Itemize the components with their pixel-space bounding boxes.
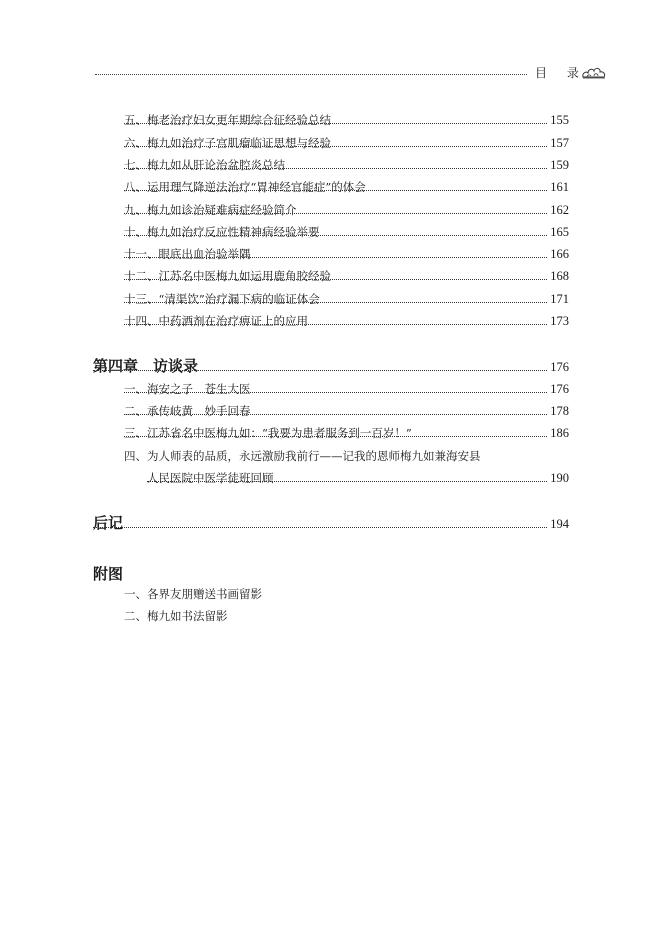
toc-entry[interactable] — [0, 423, 661, 443]
toc-chapter-4[interactable] — [0, 357, 661, 379]
dot-leader — [124, 279, 547, 280]
toc-entry-page: 166 — [547, 244, 569, 264]
toc-entry[interactable] — [0, 311, 661, 331]
toc-entry-page: 173 — [547, 311, 569, 331]
toc-entry-page: 168 — [547, 266, 569, 286]
toc-entry-page: 178 — [547, 401, 569, 421]
toc-entry[interactable] — [0, 289, 661, 309]
toc-entry-label: 十一、眼底出血治验举隅 — [124, 244, 254, 264]
toc-entry[interactable] — [0, 379, 661, 399]
dot-leader — [124, 414, 547, 415]
toc-entry-label: 九、梅九如诊治疑难病症经验简介 — [124, 200, 300, 220]
chapter-title: 第四章 访谈录 — [93, 356, 201, 376]
toc-entry-label: 十、梅九如治疗反应性精神病经验举要 — [124, 222, 323, 242]
toc-entry[interactable] — [0, 401, 661, 421]
toc-entry-page: 155 — [547, 110, 569, 130]
toc-entry[interactable] — [0, 222, 661, 242]
dot-leader — [124, 213, 547, 214]
toc-entry-page: 165 — [547, 222, 569, 242]
dot-leader — [124, 324, 547, 325]
chapter-page: 176 — [547, 357, 569, 377]
dot-leader — [93, 370, 547, 371]
dot-leader — [124, 392, 547, 393]
toc-entry[interactable] — [0, 110, 661, 130]
afterword-title: 后记 — [93, 513, 126, 533]
toc-entry-page: 190 — [547, 468, 569, 488]
toc-entry-label: 八、运用理气降逆法治疗“胃神经官能症”的体会 — [124, 177, 369, 197]
toc-entry-label: 十三、“清渠饮”治疗漏下病的临证体会 — [124, 289, 323, 309]
header-dotted-rule — [95, 74, 527, 75]
dot-leader — [124, 168, 547, 169]
toc-entry-page: 157 — [547, 133, 569, 153]
toc-entry[interactable] — [0, 200, 661, 220]
running-header — [95, 64, 605, 86]
dot-leader — [93, 527, 547, 528]
toc-entry-page: 176 — [547, 379, 569, 399]
dot-leader — [124, 190, 547, 191]
toc-entry-label: 三、江苏省名中医梅九如：“我要为患者服务到一百岁！” — [124, 423, 415, 443]
cloud-ornament-icon — [581, 64, 607, 82]
dot-leader — [124, 146, 547, 147]
toc-entry[interactable] — [0, 155, 661, 175]
toc-entry-label: 五、梅老治疗妇女更年期综合征经验总结 — [124, 110, 334, 130]
toc-entry-label: 十四、中药酒剂在治疗痹证上的应用 — [124, 311, 311, 331]
toc-entry[interactable] — [0, 266, 661, 286]
dot-leader — [124, 235, 547, 236]
header-title: 目 录 — [535, 66, 587, 80]
toc-entry-page: 186 — [547, 423, 569, 443]
toc-entry-label-line1[interactable]: 四、为人师表的品质，永远激励我前行——记我的恩师梅九如兼海安县 — [124, 449, 481, 463]
appendix-title[interactable]: 附图 — [93, 565, 124, 583]
toc-entry-label: 二、承传岐黄 妙手回春 — [124, 401, 254, 421]
toc-entry-page: 171 — [547, 289, 569, 309]
toc-entry-label: 十二、江苏名中医梅九如运用鹿角胶经验 — [124, 266, 334, 286]
dot-leader — [124, 257, 547, 258]
toc-entry-label: 六、梅九如治疗子宫肌瘤临证思想与经验 — [124, 133, 334, 153]
toc-entry-page: 161 — [547, 177, 569, 197]
toc-entry[interactable] — [0, 468, 661, 488]
toc-entry-label: 一、海安之子 苍生大医 — [124, 379, 254, 399]
toc-entry[interactable] — [0, 244, 661, 264]
toc-entry-page: 159 — [547, 155, 569, 175]
dot-leader — [124, 302, 547, 303]
toc-entry-label-line2: 人民医院中医学徒班回顾 — [147, 468, 277, 488]
toc-afterword[interactable] — [0, 514, 661, 536]
toc-entry-page: 162 — [547, 200, 569, 220]
dot-leader — [124, 436, 547, 437]
afterword-page: 194 — [547, 514, 569, 534]
toc-entry[interactable] — [0, 177, 661, 197]
dot-leader — [147, 481, 547, 482]
appendix-item[interactable]: 一、各界友朋赠送书画留影 — [124, 587, 262, 601]
appendix-item[interactable]: 二、梅九如书法留影 — [124, 609, 228, 623]
toc-entry-label: 七、梅九如从肝论治盆腔炎总结 — [124, 155, 288, 175]
toc-entry[interactable] — [0, 133, 661, 153]
dot-leader — [124, 123, 547, 124]
